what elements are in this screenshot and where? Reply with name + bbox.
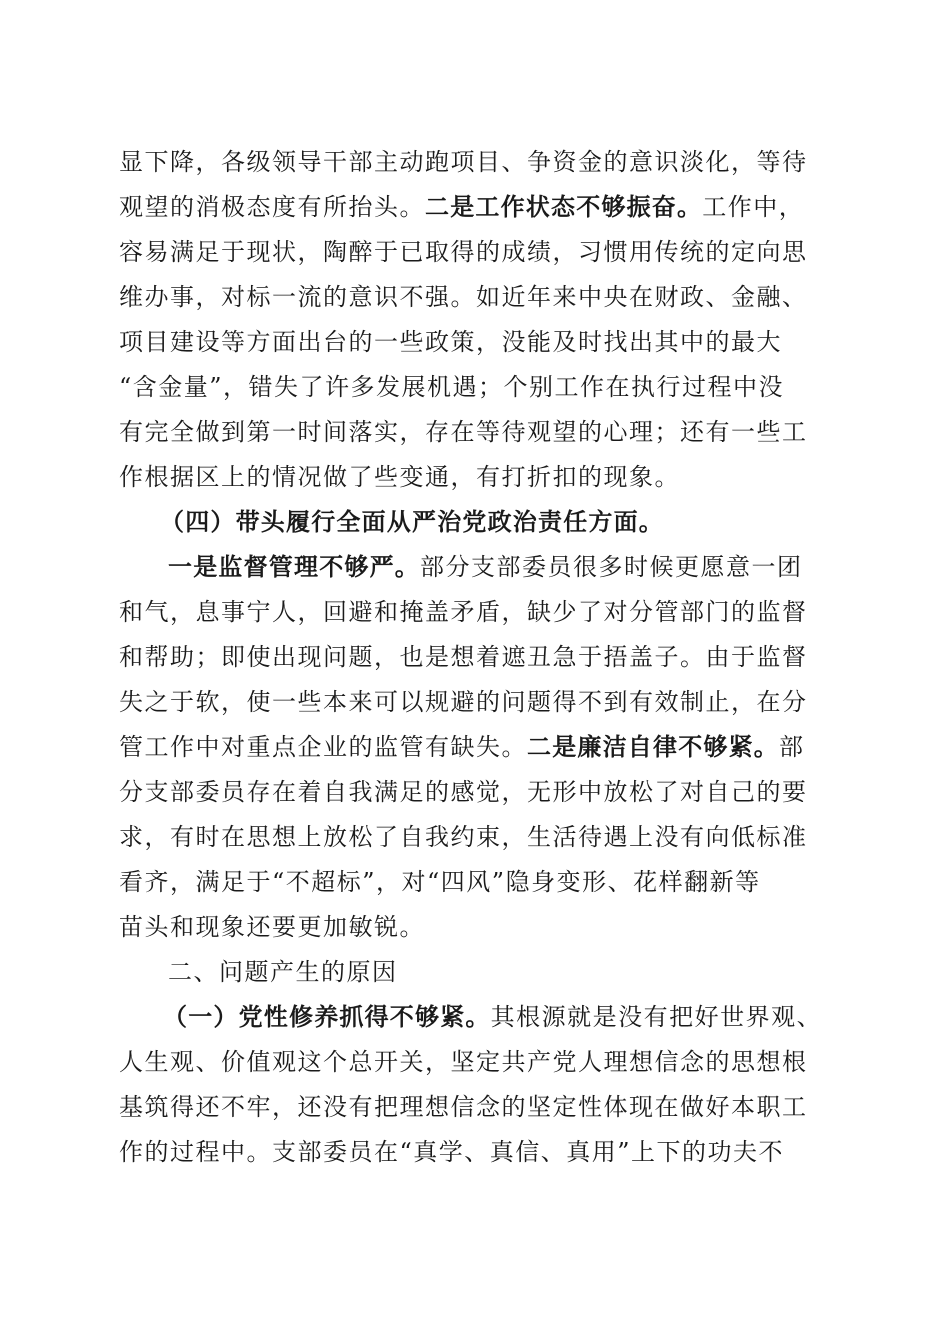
text-run: 项目建设等方面出台的一些政策，没能及时找出其中的最大 bbox=[119, 328, 782, 356]
body-line bbox=[119, 365, 839, 409]
text-run: 二、问题产生的原因 bbox=[168, 958, 398, 986]
text-run: 管工作中对重点企业的监管有缺失。 bbox=[119, 733, 527, 761]
text-run: “含金量”，错失了许多发展机遇；个别工作在执行过程中没 bbox=[119, 373, 785, 401]
text-run: 部分支部委员很多时候更愿意一团 bbox=[420, 553, 803, 581]
text-run: 容易满足于现状，陶醉于已取得的成绩，习惯用传统的定向思 bbox=[119, 238, 808, 266]
text-run: 分支部委员存在着自我满足的感觉，无形中放松了对自己的要 bbox=[119, 778, 808, 806]
bold-heading-run: （四）带头履行全面从严治党政治责任方面。 bbox=[160, 508, 664, 536]
text-run: 失之于软，使一些本来可以规避的问题得不到有效制止，在分 bbox=[119, 688, 808, 716]
body-line bbox=[119, 680, 839, 724]
text-run: 看齐，满足于“不超标”，对“四风”隐身变形、花样翻新等 bbox=[119, 868, 761, 896]
body-line bbox=[119, 320, 839, 364]
body-line bbox=[119, 905, 839, 949]
body-line bbox=[119, 275, 839, 319]
text-run: 作的过程中。支部委员在“真学、真信、真用”上下的功夫不 bbox=[119, 1138, 785, 1166]
bold-heading-run: （一）党性修养抓得不够紧。 bbox=[163, 1003, 491, 1031]
body-line bbox=[119, 185, 839, 229]
bold-heading-run: 二是工作状态不够振奋。 bbox=[425, 193, 703, 221]
text-run: 和气，息事宁人，回避和掩盖矛盾，缺少了对分管部门的监督 bbox=[119, 598, 808, 626]
body-line bbox=[119, 1085, 839, 1129]
bold-heading-run: 一是监督管理不够严。 bbox=[168, 553, 420, 581]
body-line bbox=[119, 410, 839, 454]
text-run: 基筑得还不牢，还没有把理想信念的坚定性体现在做好本职工 bbox=[119, 1093, 808, 1121]
body-line bbox=[119, 815, 839, 859]
text-run: 观望的消极态度有所抬头。 bbox=[119, 193, 425, 221]
body-line bbox=[119, 860, 839, 904]
text-run: 其根源就是没有把好世界观、 bbox=[490, 1003, 823, 1031]
text-run: 人生观、价值观这个总开关，坚定共产党人理想信念的思想根 bbox=[119, 1048, 808, 1076]
text-run: 作根据区上的情况做了些变通，有打折扣的现象。 bbox=[119, 463, 680, 491]
text-run: 显下降，各级领导干部主动跑项目、争资金的意识淡化，等待 bbox=[119, 148, 808, 176]
text-run: 求，有时在思想上放松了自我约束，生活待遇上没有向低标准 bbox=[119, 823, 808, 851]
body-line bbox=[119, 455, 839, 499]
body-line bbox=[119, 725, 839, 769]
bold-heading-run: 二是廉洁自律不够紧。 bbox=[527, 733, 779, 761]
text-run: 苗头和现象还要更加敏锐。 bbox=[119, 913, 425, 941]
body-line bbox=[119, 230, 839, 274]
body-line bbox=[168, 545, 888, 589]
body-line bbox=[119, 590, 839, 634]
section-heading bbox=[168, 950, 888, 994]
body-line bbox=[119, 1040, 839, 1084]
text-run: 和帮助；即使出现问题，也是想着遮丑急于捂盖子。由于监督 bbox=[119, 643, 808, 671]
body-line bbox=[119, 770, 839, 814]
section-heading bbox=[160, 500, 880, 544]
text-run: 有完全做到第一时间落实，存在等待观望的心理；还有一些工 bbox=[119, 418, 808, 446]
body-line bbox=[119, 635, 839, 679]
body-line bbox=[119, 140, 839, 184]
body-line bbox=[119, 1130, 839, 1174]
text-run: 部 bbox=[779, 733, 805, 761]
text-run: 维办事，对标一流的意识不强。如近年来中央在财政、金融、 bbox=[119, 283, 808, 311]
body-line bbox=[163, 995, 843, 1039]
text-run: 工作中， bbox=[702, 193, 805, 221]
